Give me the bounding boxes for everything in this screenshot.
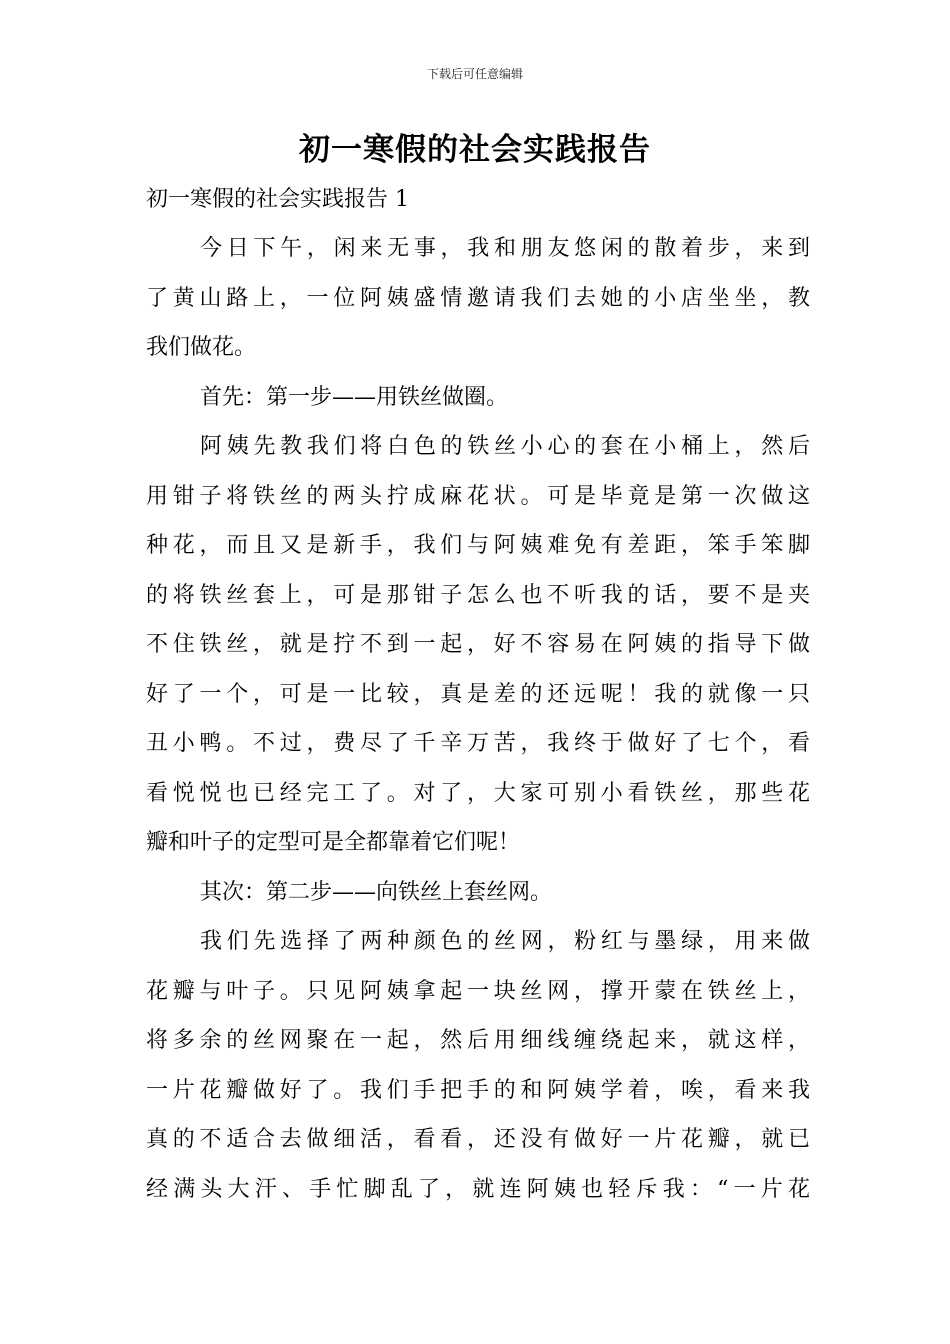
- paragraph-line: 看悦悦也已经完工了。对了，大家可别小看铁丝，那些花: [146, 780, 810, 806]
- paragraph-line: 瓣和叶子的定型可是全都靠着它们呢！: [146, 830, 521, 855]
- paragraph-line: 好了一个，可是一比较，真是差的还远呢！我的就像一只: [146, 681, 810, 707]
- paragraph-line: 经满头大汗、手忙脚乱了，就连阿姨也轻斥我：“一片花: [146, 1176, 810, 1202]
- section-subtitle: 初一寒假的社会实践报告 1: [146, 187, 409, 212]
- paragraph-line: 阿姨先教我们将白色的铁丝小心的套在小桶上，然后: [200, 434, 810, 459]
- paragraph-line: 将多余的丝网聚在一起，然后用细线缠绕起来，就这样，: [146, 1028, 810, 1053]
- paragraph: [146, 224, 810, 373]
- document-body: [146, 176, 810, 1214]
- header-note: 下载后可任意编辑: [426, 67, 523, 81]
- paragraph-line: 我们先选择了两种颜色的丝网，粉红与墨绿，用来做: [200, 929, 810, 954]
- paragraph-line: 用钳子将铁丝的两头拧成麻花状。可是毕竟是第一次做这: [146, 483, 810, 509]
- paragraph: [146, 868, 810, 918]
- paragraph-line: 我们做花。: [146, 335, 257, 360]
- paragraph: [146, 917, 810, 1214]
- paragraph-line: 一片花瓣做好了。我们手把手的和阿姨学着，唉，看来我: [146, 1077, 810, 1103]
- paragraph-line: 今日下午，闲来无事，我和朋友悠闲的散着步，来到: [200, 236, 810, 261]
- paragraph-line: 的将铁丝套上，可是那钳子怎么也不听我的话，要不是夹: [146, 582, 810, 608]
- paragraph-line: 真的不适合去做细活，看看，还没有做好一片花瓣，就已: [146, 1127, 810, 1152]
- paragraph-line: 不住铁丝，就是拧不到一起，好不容易在阿姨的指导下做: [146, 632, 810, 657]
- paragraph-line: 丑小鸭。不过，费尽了千辛万苦，我终于做好了七个，看: [146, 731, 810, 756]
- paragraph: [146, 373, 810, 423]
- paragraph-line: 其次：第二步——向铁丝上套丝网。: [200, 879, 553, 905]
- document-title: 初一寒假的社会实践报告: [299, 132, 651, 168]
- paragraph: [146, 422, 810, 868]
- paragraph-line: 花瓣与叶子。只见阿姨拿起一块丝网，撑开蒙在铁丝上，: [146, 978, 810, 1004]
- paragraph-line: 首先：第一步——用铁丝做圈。: [200, 384, 509, 410]
- paragraph-line: 了黄山路上，一位阿姨盛情邀请我们去她的小店坐坐，教: [146, 285, 810, 311]
- paragraph-line: 种花，而且又是新手，我们与阿姨难免有差距，笨手笨脚: [146, 533, 810, 558]
